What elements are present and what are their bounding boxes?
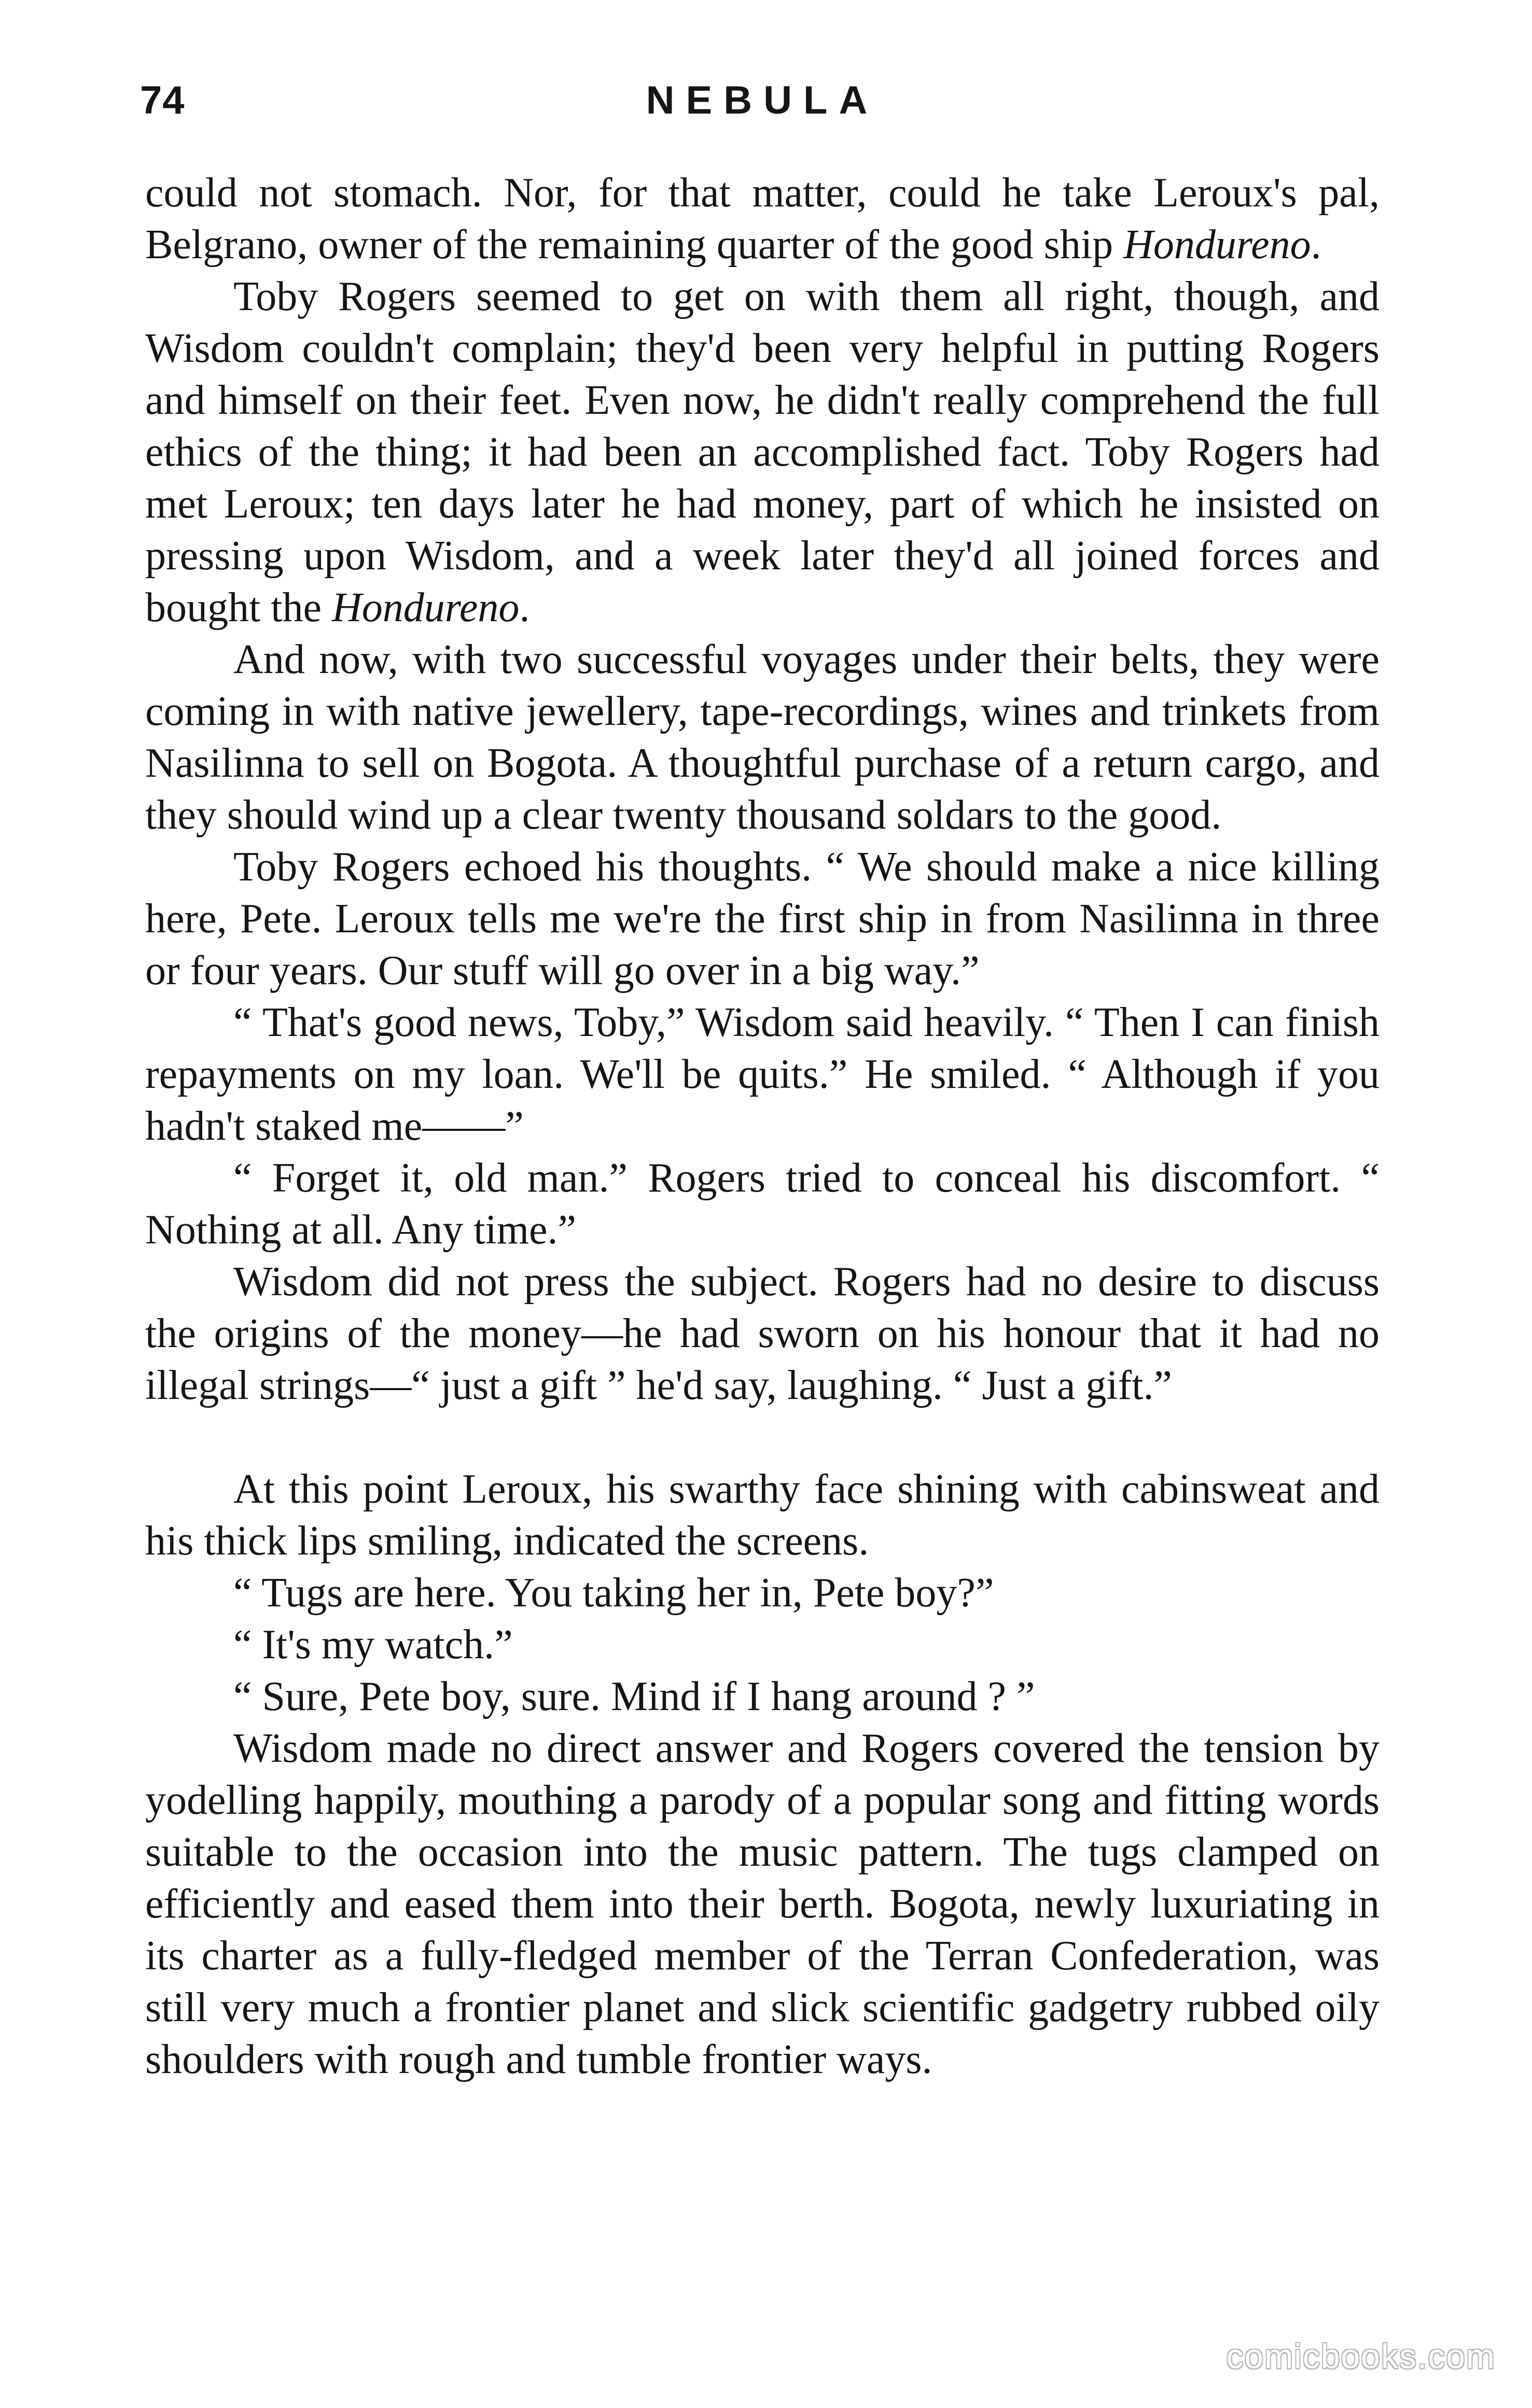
- page-number: 74: [140, 78, 185, 122]
- paragraph-text: could not stomach. Nor, for that matter, could he take Leroux's pal, Belgrano, owner of the remaining quarter of the good ship: [145, 170, 1380, 268]
- paragraph-text: Wisdom did not press the subject. Rogers had no desire to discuss the origins of the money—he had sworn on his honour that it had no illegal strings—“ just a gift ” he'd say, laughing. “ Just a gift.”: [145, 1259, 1380, 1408]
- paragraph-text: Toby Rogers seemed to get on with them all right, though, and Wisdom couldn't complain; they'd been very helpful in putting Rogers and himself on their feet. Even now, he didn't really comprehend the full ethics of the thing; it had been an accomplished fact. Toby Rogers had met Leroux; ten days later he had money, part of which he insisted on pressing upon Wisdom, and a week later they'd all joined forces and bought the: [145, 274, 1380, 631]
- paragraph-text: “ It's my watch.”: [233, 1622, 513, 1668]
- paragraph-text: And now, with two successful voyages under their belts, they were coming in with native jewellery, tape-recordings, wines and trinkets from Nasilinna to sell on Bogota. A thoughtful purchase of a return cargo, and they should wind up a clear twenty thousand soldars to the good.: [145, 637, 1380, 838]
- paragraph-text: Wisdom made no direct answer and Rogers covered the tension by yodelling happily, mouthing a parody of a popular song and fitting words suitable to the occasion into the music pattern. The tugs clamped on efficiently and eased them into their berth. Bogota, newly luxuriating in its charter as a fully-fledged member of the Terran Confederation, was still very much a frontier planet and slick scientific gadgetry rubbed oily shoulders with rough and tumble frontier ways.: [145, 1726, 1380, 2082]
- paragraph: [145, 997, 1380, 1152]
- paragraph: [145, 1463, 1380, 1567]
- paragraph-text: “ Sure, Pete boy, sure. Mind if I hang around ? ”: [233, 1674, 1035, 1719]
- paragraph-text: .: [1311, 222, 1321, 268]
- paragraph: [145, 1567, 1380, 1619]
- paragraph-text: At this point Leroux, his swarthy face shining with cabinsweat and his thick lips smiling, indicated the screens.: [145, 1466, 1380, 1564]
- paragraph-text: .: [519, 585, 530, 631]
- watermark: comicbooks.com: [1226, 2337, 1496, 2375]
- paragraph: [145, 1152, 1380, 1256]
- body-text: [145, 167, 1380, 2085]
- paragraph: [145, 634, 1380, 841]
- paragraph-text: “ That's good news, Toby,” Wisdom said heavily. “ Then I can finish repayments on my loan. We'll be quits.” He smiled. “ Although if you hadn't staked me——”: [145, 1000, 1380, 1149]
- paragraph: [145, 1256, 1380, 1411]
- paragraph: [145, 1723, 1380, 2085]
- paragraph: [145, 271, 1380, 634]
- paragraph-text: “ Tugs are here. You taking her in, Pete boy?”: [233, 1570, 994, 1616]
- page-header: [140, 78, 1385, 130]
- running-head: NEBULA: [646, 78, 879, 122]
- paragraph: [145, 841, 1380, 997]
- paragraph-text: “ Forget it, old man.” Rogers tried to conceal his discomfort. “ Nothing at all. Any time.”: [145, 1155, 1380, 1253]
- paragraph-text: Toby Rogers echoed his thoughts. “ We should make a nice killing here, Pete. Leroux tells me we're the first ship in from Nasilinna in three or four years. Our stuff will go over in a big way.”: [145, 844, 1380, 993]
- paragraph: [145, 1619, 1380, 1671]
- paragraph: [145, 167, 1380, 271]
- ship-name: Hondureno: [1123, 222, 1311, 268]
- paragraph: [145, 1671, 1380, 1723]
- ship-name: Hondureno: [331, 585, 520, 631]
